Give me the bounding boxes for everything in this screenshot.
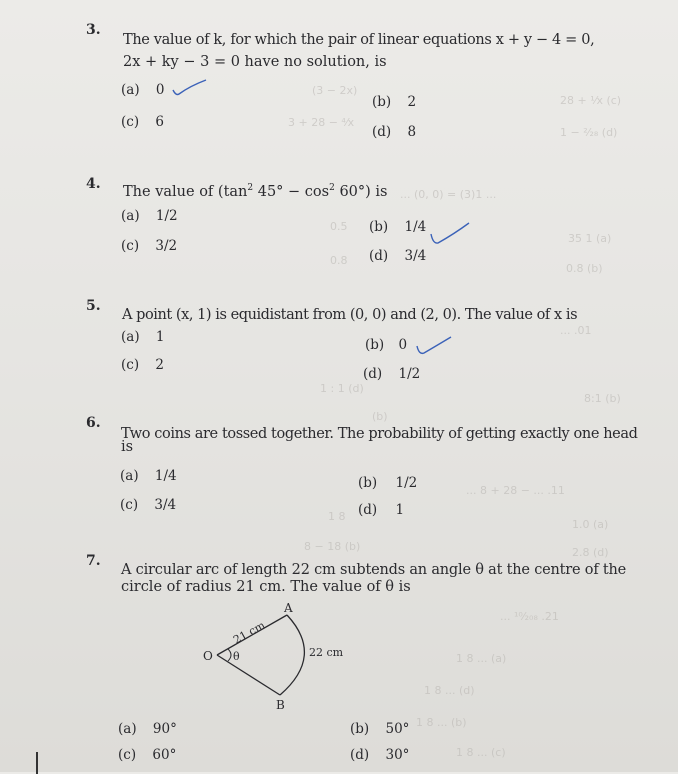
option-c[interactable] xyxy=(121,114,164,130)
page-edge-mark xyxy=(36,752,38,774)
question-3-number: 3. xyxy=(86,22,101,38)
option-c[interactable] xyxy=(118,747,176,763)
arc-ab xyxy=(280,615,304,695)
option-a[interactable] xyxy=(120,468,177,484)
option-label: (b) xyxy=(372,94,392,110)
option-label: (c) xyxy=(121,238,140,254)
radius-ob xyxy=(217,655,280,695)
option-value: 90° xyxy=(152,721,177,737)
option-d[interactable] xyxy=(363,366,420,382)
option-label: (b) xyxy=(365,337,385,353)
option-d[interactable] xyxy=(350,747,409,763)
option-label: (a) xyxy=(121,208,140,224)
option-value: 50° xyxy=(385,721,410,737)
question-6-text-line2: is xyxy=(121,439,134,455)
checkmark-icon xyxy=(428,220,472,250)
option-c[interactable] xyxy=(120,497,176,513)
option-value: 6 xyxy=(155,114,164,130)
option-label: (d) xyxy=(369,248,389,264)
question-4-text: The value of ($\tan^2$ $45^\circ - \cos^2 60^\circ$) is xyxy=(123,183,388,200)
option-value: 2 xyxy=(155,357,164,373)
option-value: 3/2 xyxy=(155,238,178,254)
option-label: (c) xyxy=(121,114,140,130)
option-label: (a) xyxy=(120,468,139,484)
option-label: (c) xyxy=(121,357,140,373)
point-a-label: A xyxy=(284,601,293,615)
exponent: 2 xyxy=(247,183,254,193)
option-b[interactable] xyxy=(350,721,409,737)
option-b[interactable] xyxy=(372,94,416,110)
question-7-text: A circular arc of length 22 cm subtends an angle θ at the centre of the xyxy=(121,562,627,578)
option-value: 0 xyxy=(155,82,165,98)
option-value: 3/4 xyxy=(154,497,177,513)
option-label: (b) xyxy=(369,219,389,235)
question-6-text: Two coins are tossed together. The probability of getting exactly one head xyxy=(121,426,638,442)
option-value: 2 xyxy=(407,94,417,110)
option-c[interactable] xyxy=(121,357,164,373)
angle-marker xyxy=(228,649,231,661)
option-value: 1/4 xyxy=(154,468,177,484)
option-label: (d) xyxy=(358,502,378,518)
option-label: (c) xyxy=(118,747,137,763)
question-3-text: The value of k, for which the pair of linear equations x + y − 4 = 0, xyxy=(123,32,595,48)
question-3-text-line2: 2x + ky − 3 = 0 have no solution, is xyxy=(123,54,387,70)
option-value: 1 xyxy=(395,502,405,518)
option-value: 1/2 xyxy=(398,366,421,382)
option-label: (d) xyxy=(372,124,392,140)
option-value: 1/2 xyxy=(155,208,178,224)
option-d[interactable] xyxy=(372,124,416,140)
option-value: 1/4 xyxy=(404,219,427,235)
option-label: (d) xyxy=(363,366,383,382)
question-7-number: 7. xyxy=(86,553,101,569)
question-5-number: 5. xyxy=(86,298,101,314)
question-6-number: 6. xyxy=(86,415,101,431)
option-label: (b) xyxy=(358,475,378,491)
option-value: 1 xyxy=(155,329,165,345)
option-a[interactable] xyxy=(121,329,164,345)
point-b-label: B xyxy=(276,698,285,712)
option-label: (a) xyxy=(121,329,140,345)
option-a[interactable] xyxy=(121,208,178,224)
angle-label: θ xyxy=(233,650,240,663)
option-d[interactable] xyxy=(369,248,426,264)
checkmark-icon xyxy=(170,78,210,100)
radius-label: 21 cm xyxy=(231,618,268,647)
question-7-text-line2: circle of radius 21 cm. The value of θ is xyxy=(121,579,411,595)
exponent: 2 xyxy=(329,183,335,193)
option-b[interactable] xyxy=(365,337,407,353)
checkmark-icon xyxy=(414,334,454,358)
option-a[interactable] xyxy=(121,82,164,98)
option-label: (a) xyxy=(118,721,137,737)
option-label: (d) xyxy=(350,747,370,763)
option-d[interactable] xyxy=(358,502,404,518)
option-label: (a) xyxy=(121,82,140,98)
question-5-text: A point (x, 1) is equidistant from (0, 0) and (2, 0). The value of x is xyxy=(122,307,578,323)
option-a[interactable] xyxy=(118,721,177,737)
option-value: 1/2 xyxy=(395,475,418,491)
option-value: 30° xyxy=(385,747,410,763)
sector-diagram xyxy=(200,598,360,713)
option-label: (b) xyxy=(350,721,370,737)
point-o-label: O xyxy=(203,649,213,663)
option-value: 8 xyxy=(407,124,417,140)
arc-length-label: 22 cm xyxy=(309,646,344,659)
option-b[interactable] xyxy=(358,475,417,491)
option-value: 60° xyxy=(152,747,177,763)
option-value: 3/4 xyxy=(404,248,427,264)
question-4-number: 4. xyxy=(86,176,101,192)
option-value: 0 xyxy=(398,337,408,353)
option-label: (c) xyxy=(120,497,139,513)
option-b[interactable] xyxy=(369,219,426,235)
option-c[interactable] xyxy=(121,238,177,254)
